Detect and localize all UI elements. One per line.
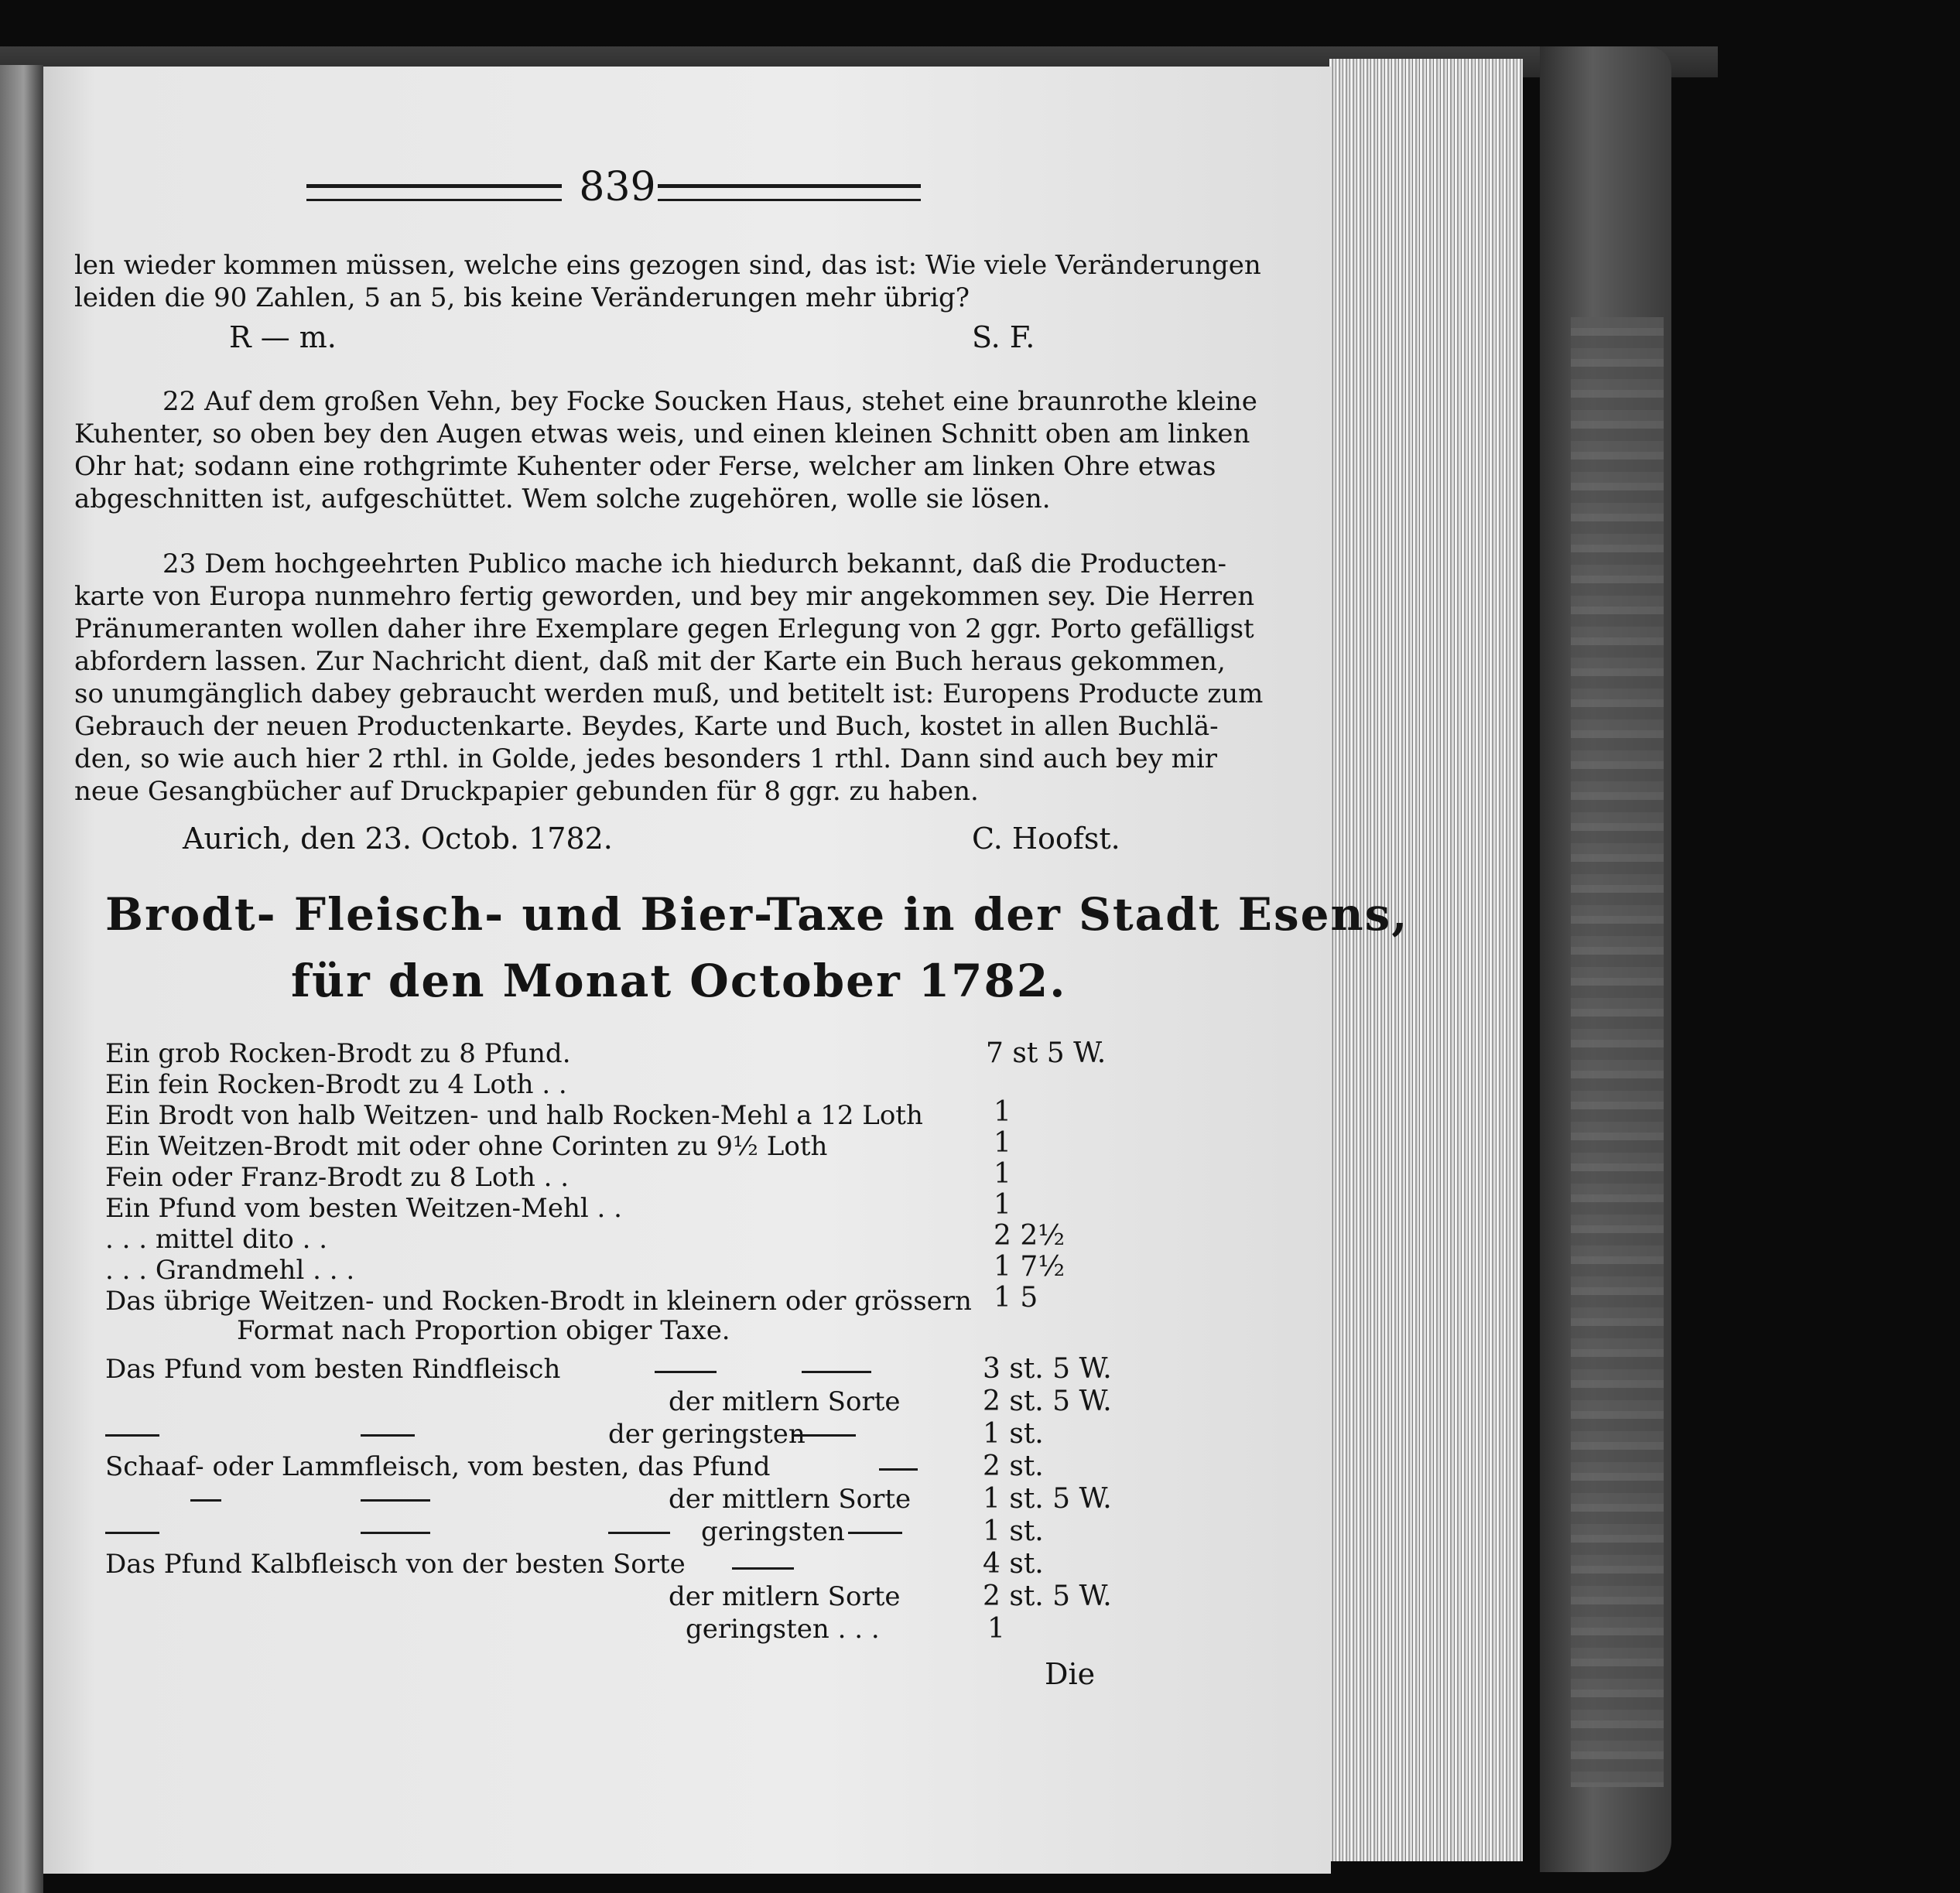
tax-value: 1 — [994, 1189, 1011, 1221]
dash-rule — [848, 1532, 902, 1534]
tax-value: 3 st. 5 W. — [983, 1353, 1112, 1385]
cover-board-texture — [1571, 317, 1664, 1787]
dash-rule — [361, 1499, 430, 1502]
signature-bookseller: C. Hoofst. — [972, 822, 1120, 856]
dash-rule — [732, 1567, 794, 1570]
tax-item: geringsten — [701, 1516, 845, 1547]
tax-item: Ein Pfund vom besten Weitzen-Mehl . . — [105, 1193, 622, 1224]
tax-title: Brodt- Fleisch- und Bier-Taxe in der Stadt Esens, — [105, 888, 1409, 941]
tax-value: 1 5 — [994, 1282, 1038, 1314]
tax-item: Fein oder Franz-Brodt zu 8 Loth . . — [105, 1162, 570, 1193]
page-number: 839 — [579, 164, 656, 210]
para23-line: Gebrauch der neuen Productenkarte. Beydes, Karte und Buch, kostet in allen Buchlä- — [74, 711, 1219, 742]
header-rule-right — [658, 184, 921, 201]
tax-item: . . . Grandmehl . . . — [105, 1255, 355, 1286]
tax-item: Format nach Proportion obiger Taxe. — [237, 1315, 730, 1346]
dash-rule — [361, 1434, 415, 1437]
tax-item: Schaaf- oder Lammfleisch, vom besten, das Pfund — [105, 1451, 771, 1482]
tax-item: geringsten . . . — [686, 1614, 880, 1645]
para21-line: leiden die 90 Zahlen, 5 an 5, bis keine Veränderungen mehr übrig? — [74, 282, 970, 313]
tax-item: Ein grob Rocken-Brodt zu 8 Pfund. — [105, 1038, 571, 1069]
tax-item: der mitlern Sorte — [669, 1581, 901, 1612]
dash-rule — [190, 1499, 221, 1502]
dash-rule — [105, 1532, 159, 1534]
tax-item: Ein Brodt von halb Weitzen- und halb Rocken-Mehl a 12 Loth — [105, 1100, 923, 1131]
tax-value: 1 — [994, 1096, 1011, 1128]
para23-line: 23 Dem hochgeehrten Publico mache ich hiedurch bekannt, daß die Producten- — [162, 548, 1227, 579]
para23-line: Pränumeranten wollen daher ihre Exemplare gegen Erlegung von 2 ggr. Porto gefälligst — [74, 613, 1254, 644]
para22-line: Kuhenter, so oben bey den Augen etwas weis, und einen kleinen Schnitt oben am linken — [74, 419, 1250, 449]
tax-item: der mittlern Sorte — [669, 1484, 912, 1515]
tax-value: 1 st. — [983, 1515, 1044, 1547]
tax-value: 4 st. — [983, 1548, 1044, 1580]
para22-line: 22 Auf dem großen Vehn, bey Focke Soucken Haus, stehet eine braunrothe kleine — [162, 386, 1257, 417]
header-rule-left — [306, 184, 562, 201]
tax-value: 2 2½ — [994, 1220, 1066, 1252]
dash-rule — [361, 1532, 430, 1534]
tax-value: 1 — [994, 1127, 1011, 1159]
tax-value: 2 st. — [983, 1451, 1044, 1482]
para23-line: abfordern lassen. Zur Nachricht dient, daß mit der Karte ein Buch heraus gekommen, — [74, 646, 1226, 677]
para21-line: len wieder kommen müssen, welche eins gezogen sind, das ist: Wie viele Veränderungen — [74, 250, 1261, 281]
tax-item: Das Pfund vom besten Rindfleisch — [105, 1354, 561, 1385]
tax-value: 2 st. 5 W. — [983, 1580, 1112, 1612]
dash-rule — [879, 1468, 918, 1471]
page-block-edge — [1329, 59, 1523, 1861]
dash-rule — [608, 1532, 670, 1534]
para22-line: abgeschnitten ist, aufgeschüttet. Wem solche zugehören, wolle sie lösen. — [74, 484, 1051, 514]
tax-item: Ein fein Rocken-Brodt zu 4 Loth . . — [105, 1069, 567, 1100]
tax-value: 7 st 5 W. — [986, 1037, 1107, 1069]
book-page — [43, 67, 1409, 1874]
tax-subtitle: für den Monat October 1782. — [291, 955, 1067, 1007]
tax-value: 1 — [994, 1158, 1011, 1190]
tax-item: Ein Weitzen-Brodt mit oder ohne Corinten zu 9½ Loth — [105, 1131, 828, 1162]
para23-line: neue Gesangbücher auf Druckpapier gebunden für 8 ggr. zu haben. — [74, 776, 979, 807]
para23-line: den, so wie auch hier 2 rthl. in Golde, jedes besonders 1 rthl. Dann sind auch bey mir — [74, 743, 1217, 774]
tax-item: der mitlern Sorte — [669, 1386, 901, 1417]
dash-rule — [655, 1371, 717, 1373]
tax-item: Das übrige Weitzen- und Rocken-Brodt in kleinern oder grössern — [105, 1286, 972, 1317]
left-page-edge — [0, 65, 43, 1893]
signature-right: S. F. — [972, 320, 1035, 354]
tax-value: 1 — [987, 1613, 1005, 1645]
dash-rule — [802, 1371, 871, 1373]
para23-line: so unumgänglich dabey gebraucht werden muß, und betitelt ist: Europens Producte zum — [74, 678, 1264, 709]
tax-value: 2 st. 5 W. — [983, 1386, 1112, 1417]
tax-item: der geringsten — [608, 1419, 806, 1450]
dash-rule — [105, 1434, 159, 1437]
catchword: Die — [1045, 1657, 1096, 1691]
dash-rule — [794, 1434, 856, 1437]
signature-left: R — m. — [229, 320, 337, 354]
para22-line: Ohr hat; sodann eine rothgrimte Kuhenter oder Ferse, welcher am linken Ohre etwas — [74, 451, 1216, 482]
tax-value: 1 st. — [983, 1418, 1044, 1450]
tax-item: Das Pfund Kalbfleisch von der besten Sorte — [105, 1549, 686, 1580]
tax-value: 1 7½ — [994, 1251, 1066, 1283]
tax-item: . . . mittel dito . . — [105, 1224, 328, 1255]
para23-line: karte von Europa nunmehro fertig geworden, und bey mir angekommen sey. Die Herren — [74, 581, 1255, 612]
tax-value: 1 st. 5 W. — [983, 1483, 1112, 1515]
place-date: Aurich, den 23. Octob. 1782. — [183, 822, 613, 856]
